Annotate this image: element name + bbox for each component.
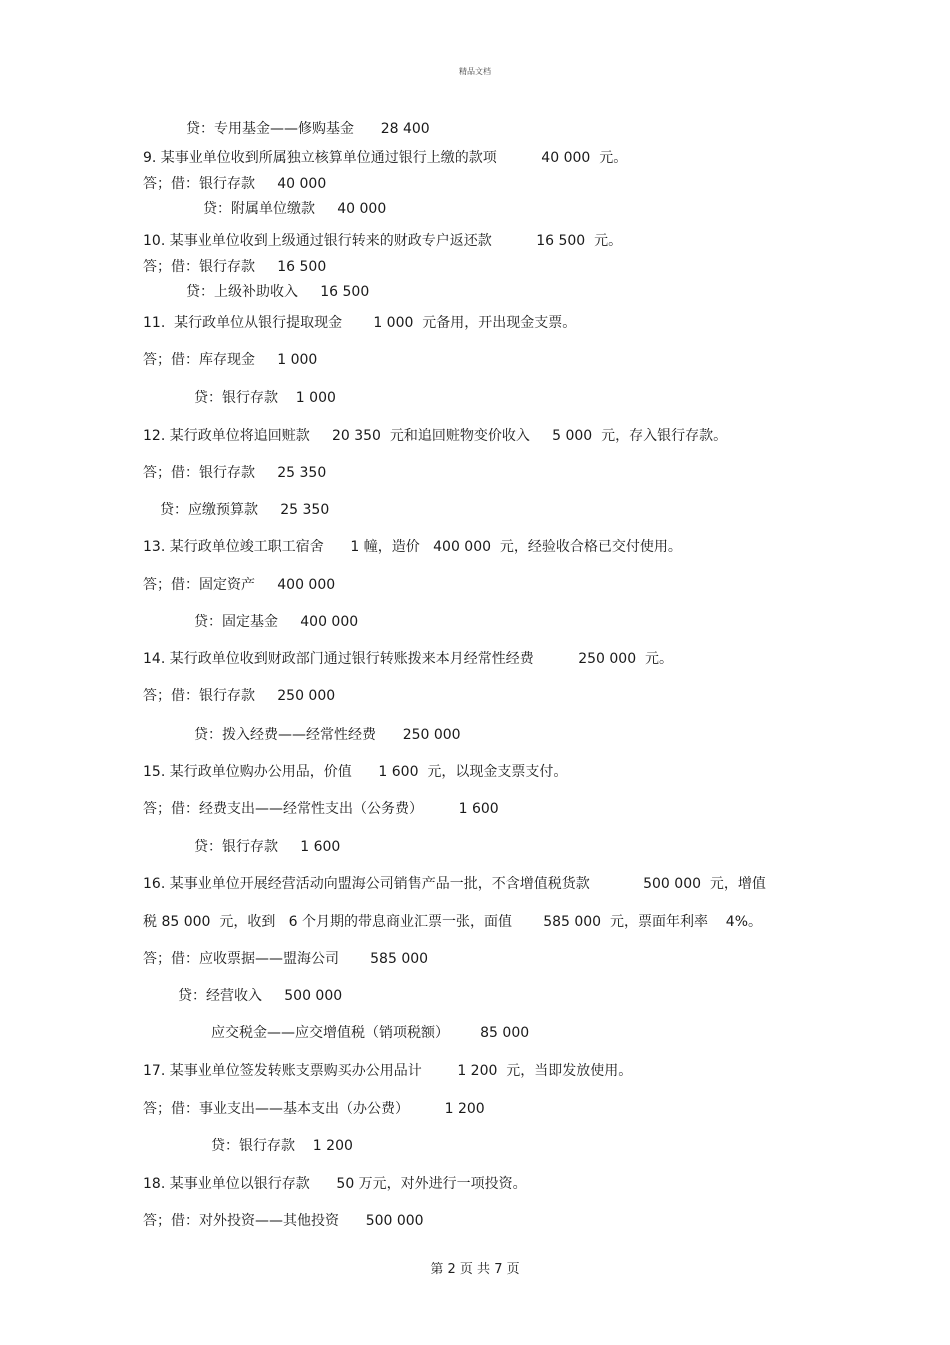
page-footer: 第 2 页 共 7 页	[430, 1262, 520, 1277]
answer-credit-line: 贷：附属单位缴款 40 000	[203, 201, 387, 217]
answer-credit-line: 贷：上级补助收入 16 500	[186, 284, 370, 300]
question-line: 17. 某事业单位签发转账支票购买办公用品计 1 200 元，当即发放使用。	[143, 1063, 633, 1079]
answer-debit-line: 答；借：经费支出——经常性支出（公务费） 1 600	[143, 801, 499, 817]
question-line: 14. 某行政单位收到财政部门通过银行转账拨来本月经常性经费 250 000 元。	[143, 651, 674, 667]
answer-debit-line: 答；借：银行存款 16 500	[143, 259, 327, 275]
answer-debit-line: 答；借：库存现金 1 000	[143, 352, 318, 368]
page-header-watermark: 精品文档	[459, 67, 491, 76]
answer-credit-line: 贷：银行存款 1 600	[194, 839, 341, 855]
question-line: 18. 某事业单位以银行存款 50 万元，对外进行一项投资。	[143, 1176, 527, 1192]
answer-debit-line: 答；借：应收票据——盟海公司 585 000	[143, 951, 429, 967]
answer-debit-line: 答；借：固定资产 400 000	[143, 577, 336, 593]
answer-credit-line: 贷：拨入经费——经常性经费 250 000	[194, 727, 461, 743]
question-line: 13. 某行政单位竣工职工宿舍 1 幢，造价 400 000 元，经验收合格已交付使用。	[143, 539, 682, 555]
text-line: 贷：专用基金——修购基金 28 400	[186, 121, 430, 137]
answer-credit-line: 贷：银行存款 1 000	[194, 390, 336, 406]
answer-credit-line: 应交税金——应交增值税（销项税额） 85 000	[211, 1025, 530, 1041]
question-line: 11. 某行政单位从银行提取现金 1 000 元备用，开出现金支票。	[143, 315, 577, 331]
answer-credit-line: 贷：银行存款 1 200	[211, 1138, 353, 1154]
question-line: 16. 某事业单位开展经营活动向盟海公司销售产品一批，不含增值税货款 500 000 元，增值	[143, 876, 766, 892]
answer-credit-line: 贷：经营收入 500 000	[178, 988, 343, 1004]
question-line: 10. 某事业单位收到上级通过银行转来的财政专户返还款 16 500 元。	[143, 233, 623, 249]
answer-debit-line: 答；借：银行存款 25 350	[143, 465, 327, 481]
answer-debit-line: 答；借：银行存款 40 000	[143, 176, 327, 192]
question-line: 15. 某行政单位购办公用品，价值 1 600 元，以现金支票支付。	[143, 764, 568, 780]
answer-debit-line: 答；借：银行存款 250 000	[143, 688, 336, 704]
question-line: 9. 某事业单位收到所属独立核算单位通过银行上缴的款项 40 000 元。	[143, 150, 628, 166]
question-line: 12. 某行政单位将追回赃款 20 350 元和追回赃物变价收入 5 000 元，存入银行存款。	[143, 428, 728, 444]
question-line-continued: 税 85 000 元，收到 6 个月期的带息商业汇票一张，面值 585 000 元，票面年利率 4%。	[143, 914, 762, 930]
answer-credit-line: 贷：应缴预算款 25 350	[160, 502, 330, 518]
answer-debit-line: 答；借：对外投资——其他投资 500 000	[143, 1213, 424, 1229]
answer-credit-line: 贷：固定基金 400 000	[194, 614, 359, 630]
answer-debit-line: 答；借：事业支出——基本支出（办公费） 1 200	[143, 1101, 485, 1117]
